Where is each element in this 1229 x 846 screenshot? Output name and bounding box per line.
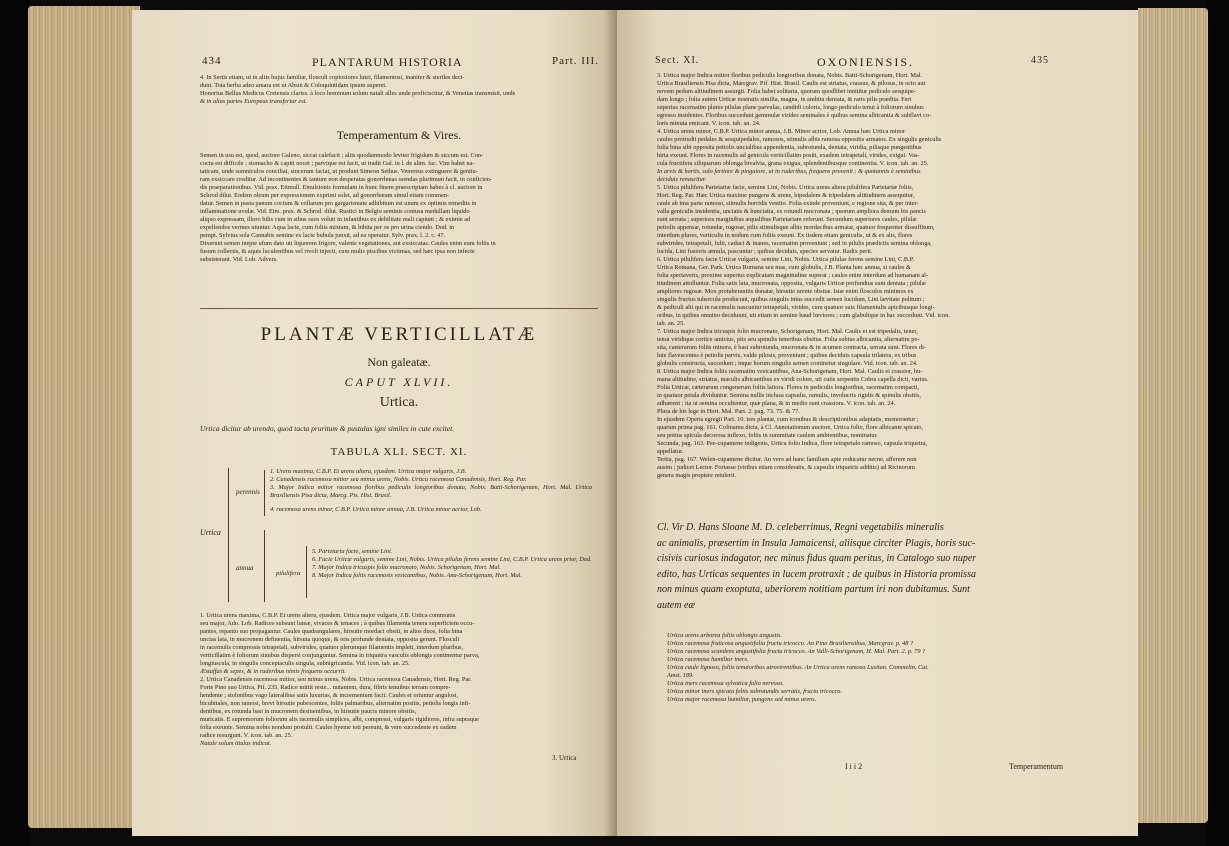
sloane-paragraph [657, 520, 1075, 613]
text-line: dunt. Tota herba adeo amara est ut Absin & Coloquintidam ipsum superet. [200, 82, 387, 89]
text-line: Honorius Bellus Medicus Cretensis clariss. à loco hominum solum natali alles unde proficiscitur, & Venetias transmisit, unde [200, 90, 516, 97]
text-line: autem eæ [657, 599, 696, 611]
text-line: Cl. Vir D. Hans Sloane M. D. celeberrimus, Regni vegetabilis mineralis [657, 522, 944, 533]
right-page-edges [1138, 8, 1208, 823]
left-page-edges [28, 6, 140, 828]
section-divider [200, 308, 598, 309]
text-line: pempt. Sylvius sola Cannabis semine ex lacte bubula junxit, ad ea operatur. Sylv. prax. l. 2. c. 47. [200, 232, 446, 239]
text-line: Urtica Romana, Ger. Park. Urtica Romana seu mas, cum globulis, J.B. Planta hæc annua, si caules & [657, 264, 911, 271]
right-catchword: Temperamentum [1009, 762, 1064, 771]
text-line: superius racematim plures pilulas plane parvulas, candidi coloris, longo pediculo tenui à foliorum sinubus [657, 104, 924, 111]
left-catchword: 3. Urtica [552, 754, 577, 762]
text-line: lute flavescentes è petiolis parvis, valde pilosis, proveniunt ; quibus deciduis capsula trilatera, ex tribus [657, 352, 917, 359]
left-page-number: 434 [202, 55, 222, 67]
subtitle: Non galeatæ. [367, 355, 431, 369]
table-branch-perennis: perennis [236, 488, 260, 496]
table-branch-pilulifera: pilulifera [276, 570, 301, 577]
classification-table [200, 466, 598, 606]
background-right [1207, 0, 1229, 846]
text-line: ac animalis, præsertim in Insula Jamaicensi, aliisque circiter Plagis, horis suc- [657, 537, 976, 549]
text-line: 4. In Sertis etiam, ut in aliis hujus familiæ, flosculi copiosiores lutei, filamentosi, inaniter & steriles deci- [200, 74, 465, 81]
text-line: Æstaffas & sepes, & in ruderibus nimis frequens occurrit. [200, 668, 346, 675]
table-branch-annua: annua [236, 564, 254, 572]
text-line: In arvis & hortis, solo fertiore & pinguiore, ut in ruderibus, frequens provenit ; & quotannis è seminibus [657, 168, 921, 175]
text-line: seu major, Ado. Lob. Radices subsunt luteæ, vivaces & tenaces ; à quibus filamenta tenera superficiem occu- [200, 620, 475, 627]
text-line: radice resurgunt. V. icon. tab. an. 25. [200, 732, 293, 739]
text-line: Dixerunt semen inepte ufum dato uti liquorem frigore, valente vegetationes, aut exsiccatas. Caules enim eum foliis in [200, 240, 496, 247]
text-line: taticam, unde somniculos conciliat, sincerum faciat, ut produnt Simeon Sethus. Venereus extinguere & genitu- [200, 168, 478, 175]
text-line: singulis fructus tubercula producunt, quibus singulis intus succedit semen lucidum, Lini lævitate politum ; [657, 296, 925, 303]
text-line: folia bina sibi opposita petiolis uncialibus appendentia, subrotunda, dentata, viridia, pilisque pungentibus [657, 144, 922, 151]
table-item: 5. Parietaria facie, semine Lini. [312, 548, 393, 555]
text-line: & in alias partes Europeas transfertur est. [200, 98, 307, 105]
list-item: Urtica major racemosa humilior, pungens sed minus urens. [667, 696, 817, 703]
text-line: genera magis propiere retulerit. [657, 472, 737, 479]
text-line: coctu est difficile ; stomacho & capiti nocet ; parvique est facit, ut tradit Gal. in l. de alim. fac. Vim habet na- [200, 160, 475, 167]
text-line: Hort. Reg. Par. Hæc Urtica maxime pungens & urens, bipedalem & tripedalem altitudinem assequitur, [657, 192, 915, 199]
text-line: loris minuta emicant. V. icon. tab. an. 24. [657, 120, 761, 127]
text-line: Urtica Brasiliensis Pisa dicta, Marcgrav. Pif. Hist. Brasil. Caulis est striatus, crassus, & pilosus, in octo aut [657, 80, 926, 87]
text-line: oribus, in quibus omnino deciduunt, uti etiam in semine haud lœviores ; cum glabulique in hac succedunt. Vid. icon. [657, 312, 950, 319]
text-line: cula fructifera siliquarum oblonga bivalvia, grana exigua, splendentibusque continentia. V. icon. tab. an. 25. [657, 160, 929, 167]
text-line: 5. Urtica pilulifera Parietariæ facie, semine Lini, Nobis. Urtica urens altera pilulifera Parietariæ foliis, [657, 184, 914, 191]
text-line: cisivis curiosus indagator, nec minus fidus quam peritus, in Catalogo suo nuper [657, 553, 977, 564]
text-line: 1. Urtica urens maxima, C.B.P. Et urens altera, ejusdem. Urtica major vulgaris, J.B. Urtica communis [200, 612, 456, 619]
temperamentum-heading: Temperamentum & Vires. [336, 128, 462, 142]
text-line: interdum plures, verticulis in nodum cum foliis exeunt. Ex iisdem etiam geniculis, ut & ex alis, flores [657, 232, 913, 239]
text-line: folia exeunte. Semina nobis nondum protulit. Caules hyeme toti pereunt, & vere succedente ex eadem [200, 724, 457, 731]
genus-heading: Urtica. [379, 395, 419, 410]
background-left [0, 0, 30, 846]
temperamentum-paragraph [200, 152, 598, 264]
text-line: In ejusdem Operis egregii Part. 10. tres plantæ, cum iconibus & descriptionibus adaptatis, memorantur ; [657, 416, 919, 423]
text-line: uncias lata, in mucronem definentia, hirsuta quoque, & oris profunde dentata, opposita gerunt. Flosculi [200, 636, 460, 643]
text-line: quarum prima pag. 161. Colinamu dicta, à Cl. Annotationum auctore, Urtica folio, flore albicante spicato, [657, 424, 923, 431]
text-line: 4. Urtica urens minor, C.B.P. Urtica minor annua, J.B. Minor acrior, Lob. Annua hæc Urtica minor [657, 128, 906, 135]
text-line: Forte Pino suo Urtica, Pif. 235. Radice mittit reste... nutantem, dura, fibris tenuibus terram compre- [200, 684, 451, 691]
text-line: aliquo expressam, illoro bilis cum in sibus suos voluti in infantibus ex debilitate mali capiunt ; & eximie ad [200, 216, 471, 223]
list-item: Urtica iners racemosa sylvatica folio nervoso. [667, 680, 784, 687]
species-descriptions-right [657, 72, 1075, 480]
text-line: novem pedum altitudinem assurgit. Folia habet solitaria, quorum quodlibet innititur pediculo sesquipe- [657, 88, 916, 95]
list-item: Amst. 189. [667, 672, 694, 679]
list-item: Urtica urens arborea foliis oblongis angustis. [667, 632, 782, 639]
text-line: appellatur. [657, 448, 684, 455]
text-line: Plura de his lege in Hort. Mal. Part. 2. pag. 73. 75. & 77. [657, 408, 800, 415]
text-line: Folia Urticæ, cæterarum congenerum foliis latiora. Flores in pediculis longioribus, racematim compacti, [657, 384, 920, 391]
text-line: Schrod dilut. Eodem oleum per expressionem exprimi solet, ad gonorrhœam simul etiam commen- [200, 192, 450, 199]
table-brace [264, 470, 267, 516]
text-line: Tertia, pag. 167. Welen-cupamene dicitur. An vero ad hanc familiam apte reducatur necne, afferere non [657, 456, 917, 463]
text-line: seu potius spicula decorosa inflexo, foliis in summitate caulem ambientibus, nominatur. [657, 432, 878, 439]
text-line: edito, has Urticas sequentes in lucem protraxit ; de quibus in Historia promissa [657, 568, 976, 580]
signature-mark: I i i 2 [845, 762, 863, 771]
text-line: deciduis renascitur. [657, 176, 707, 183]
list-item: Urtica caule lignoso, foliis tenuioribus atrovirentibus. An Urtica urens ramosa Lusitan. Commelin. Cat. [667, 664, 929, 671]
text-line: lucida, Lini fusioris æmula, pascuntur ; quibus deciduis, species servatur. Radix perit. [657, 248, 873, 255]
text-line: verticillatim è foliorum sinubus dispersi conjunguntur. Semina in triquetra vasculis oblongis continentur parva, [200, 652, 480, 659]
text-line: 8. Urtica major Indica foliis racematim vesicantibus, Ana-Schorigenam, Hort. Mal. Caulis ei crassior, hu- [657, 368, 923, 375]
right-running-head: OXONIENSIS. [817, 55, 914, 69]
text-line: fusum collectis, & aquis luculentibus vel rivoli injecti, cum mulis piscibus victimas, sed hæc ipsa non infecte [200, 248, 475, 255]
text-line: bicubitales, non ramosi, brevi hirsutie pubescentes, foliis palmaribus, alternatim positis, petiolis longis infi- [200, 700, 471, 707]
sloane-species-list [667, 632, 1085, 704]
left-running-head: PLANTARUM HISTORIA [312, 55, 463, 69]
text-line: ram exsiccare creditur. Ad incontinentes & tantum non desperatas gonorrhœas ssendas plurimum facit, in conficien- [200, 176, 493, 183]
text-line: Natale solum titulus indicat. [200, 740, 272, 747]
table-item: 6. Facie Urticæ vulgaris, semine Lini, Nobis. Urtica pilulas ferens semine Lini, C.B.P. Urtica urens prior, Dod. [312, 556, 592, 563]
etymology: Urtica dicitur ab urendo, quod tacta pruritum & pustulas igni similes in cute excitet. [200, 424, 455, 433]
text-line: muricatis. E supremorum foliorum alis racemulis simplices, albi, compressi, vulgaris rigidiores, infra supraque [200, 716, 479, 723]
chapter-heading: CAPUT XLVII. [344, 375, 454, 389]
text-line: expellendos vermes utuntur. Aqua lacte, cum foliis mixtam, & bibita per os pro urina ciendo. Dod. in [200, 224, 455, 231]
table-root-label: Urtica [200, 528, 221, 537]
text-line: petiolis appensæ, rotundæ, rugosæ, pilis stimulisque albis mordacibus armatæ, quatuor frequenter dissuffitum, [657, 224, 935, 231]
text-line: non minus quam exoptata, uberiorem notitiam partum iri non dubitamus. Sunt [657, 584, 970, 595]
table-items-upper [270, 468, 592, 514]
table-item: 2. Canadensis racemosa mitior seu minus urens, Nobis. Urtica racemosa Canadensis, Hort. Reg. Par. [270, 476, 527, 483]
text-line: sita, caeterarum foliis minora, è basi subrotunda, mucronata & in acumen contracta, serrata sunt. Flores di- [657, 344, 926, 351]
table-item: 1. Urens maxima, C.B.P. Et urens altera, ejusdem. Urtica major vulgaris, J.B. [270, 468, 467, 475]
text-line: & pediculi alii qui in racemulis nascuntur tetrapetali, virides, cum quatuor suis filamentulis apicibusque longi- [657, 304, 935, 311]
list-item: Urtica racemosa fruticosa angustifolia fructu tricocco. An Pino Brasiliensibus, Marcgrav. p. 48 ? [667, 640, 914, 647]
text-line: dis praeparationibus. Vid. prax. Ettmull. Emulsionis formulam in hunc finem praescriptam habes à cl. auctore in [200, 184, 483, 191]
text-line: tenui viridique cortice amictus, piis seu spinulis teneribus obsitus. Folia subtus albicantia, alternatim po- [657, 336, 920, 343]
text-line: tab. an. 25. [657, 320, 685, 327]
right-page [617, 10, 1138, 836]
text-line: egresso insidentes. Floribus succedunt gemmulæ virides seminales è quibus semina albicantia & subflavi co- [657, 112, 932, 119]
text-line: dam longo ; folia autem Urticæ nostratis similia, magna, in ambitu dentata, & raris pilis prædita. Fert [657, 96, 912, 103]
table-heading: TABULA XLI. SECT. XI. [330, 446, 468, 458]
text-line: pantes, repanto suo propagantur. Caules quadrangulares, hirsutie mordaci obsiti, in altos duos, folia bina [200, 628, 463, 635]
table-item: 7. Major Indica tricuspis folio mucronato, Nobis. Schorigenam, Hort. Mal. [312, 564, 501, 571]
list-item: Urtica racemosa scandens angustifolia fructu tricocco. An Valli-Schorigenam, H. Mal. Part. 2. p. 79 ? [667, 648, 926, 655]
table-item: 8. Major Indica foliis racemosis vesicantibus, Nobis. Ana-Schorigenam, Hort. Mal. [312, 572, 522, 579]
text-line: folia spectaveris, proxime superius explicatam magnitudine superat ; caules enim interdum ad humanam al- [657, 272, 929, 279]
text-line: 7. Urtica major Indica tricuspis folio mucronato, Schorigenam, Hort. Mal. Caulis ei est tripedalis, tener, [657, 328, 918, 335]
table-brace [306, 546, 309, 598]
text-line: Secunda, pag. 163. Pee-cupamene indigenis, Urtica folio Indica, flore tetrapetalo ramoso, capsula triquetra, [657, 440, 928, 447]
text-line: in quatuor petala dividuntur. Semina nullis inclusa capsulis, ramulis, involucris rigidis & spinulis obsitis, [657, 392, 921, 399]
text-line: hirta exeunt. Flores in racemulis ad genicula verticillatim positi, exadem tetrapetali, virides, exigui. Vas- [657, 152, 920, 159]
left-part-label: Part. III. [552, 55, 599, 67]
text-line: globulis constructa, succedunt ; inque horum singulis semen continetur singulare. Vid. icon. tab. an. 24. [657, 360, 918, 367]
text-line: datur. Semen in pasta panum coctum & collarum pro gargarismate adhibitum est unum ex optimis remediis in [200, 200, 477, 207]
text-line: adhærent ; ita ut semina occultentur, quæ plana, & in medio sunt crassiora. V. icon. tab. an. 24. [657, 400, 896, 407]
table-brace [228, 468, 231, 602]
table-brace [264, 530, 267, 602]
list-item: Urtica minor iners spicata foliis subrotundis serratis, fructu tricocco. [667, 688, 843, 695]
table-item: 4. racemosa urens minor, C.B.P. Urtica minor annua, J.B. Urtica minor acrior, Lob. [270, 506, 482, 513]
text-line: hendente ; stolonibus vago lateralibus satis luxurias, & incrementum facit. Caules et oriuntur angulosi, [200, 692, 459, 699]
right-page-number: 435 [1031, 55, 1049, 66]
text-line: Semen in usu est, quod, auctore Galeno, siccat calefacit ; aliis quodammodo leviter frigidum & siccum est. Con- [200, 152, 484, 159]
text-line: subsisterant. Vid. Lob. Advers. [200, 256, 278, 263]
list-item: Urtica racemosa humilior iners. [667, 656, 749, 663]
text-line: valla geniculis insidentia, unciatis & bunciatia, ex rotundi mucronata ; quorum ampliora demum bis pancis [657, 208, 926, 215]
text-line: caules protrudit pedales & sesquipedales, ramosos, stimulis albis ramosa oppositis armatos. Ex singulis geniculis [657, 136, 942, 143]
text-line: 3. Urtica major Indica mitior floribus pediculis longioribus donata, Nobis. Batti-Schorigenam, Hort. Mal. [657, 72, 923, 79]
text-line: in racemulis compressis tetrapetali, subvirides, quatuor plerumque filamentis impleti, interdum pluribus, [200, 644, 464, 651]
big-title: PLANTÆ VERTICILLATÆ [260, 324, 538, 345]
text-line: sunt serrata ; superiora marginibus æqualibus Parietariam referunt. Secundum superiores caules, pilulæ [657, 216, 917, 223]
text-line: inflammatione uvulæ. Vid. Etm. prax. & Schrod. dilut. Rustici in Belgio seminis contusa medullam liquido [200, 208, 470, 215]
left-page [132, 10, 617, 836]
text-line: subvirides, tetrapetali, fulti, caduci & inanes, racematim proveniunt ; sed in pilulis prædictis semina oblonga, [657, 240, 932, 247]
table-item: 3. Major Indica mitior racemosa floribus pediculis longioribus donata, Nobis. Batti-Schorigenam, Hort. Mal. Urtica Brasiliensis Pisa dicta, Marcg. Pis. Hist. Brasil. [270, 484, 592, 499]
text-line: longiuscula, in singulis conceptaculis singula, subnigricantia. Vid. icon. tab. an. 25. [200, 660, 410, 667]
right-section-label: Sect. XI. [655, 55, 700, 66]
text-line: ampliores rugosæ. Mox protuberantiis donatæ, hirsutie urente obsitæ. Istæ enim flosculos minimos ex [657, 288, 914, 295]
table-items-lower [312, 548, 592, 580]
intro-paragraph [200, 74, 598, 106]
text-line: dentibus, ex rotunda basi in mucronem desinentibus, in hirsutie paucis minore obsitis, [200, 708, 417, 715]
text-line: 2. Urtica Canadensis racemosa mitior, seu minus urens, Nobis. Urtica racemosa Canadensis, Hort. Reg. Par. [200, 676, 472, 683]
text-line: ausim ; judicet Lector. Fortasse (viribus etiam consideratis, & capsulis triquetris additis) ad Ricinorum [657, 464, 915, 471]
text-line: mana altitudine, striatus, maculis albicantibus ex viridi colore, uti cutis serpentis Cobra capella dicti, varius. [657, 376, 929, 383]
species-descriptions-left [200, 612, 598, 748]
text-line: caule ab ima parte ramoso, stimulis horridis vestito. Folia exinde proveniunt, e regione sita, & per inter- [657, 200, 919, 207]
text-line: 6. Urtica pilulifera facie Urticæ vulgaris, semine Lini, Nobis. Urtica pilulas ferens semine Lini, C.B.P. [657, 256, 915, 263]
text-line: titudinem attolluntur. Folia satis lata, mucronata, opposita, vulgaris Urticæ profundius sunt dentata ; pilulæ [657, 280, 926, 287]
